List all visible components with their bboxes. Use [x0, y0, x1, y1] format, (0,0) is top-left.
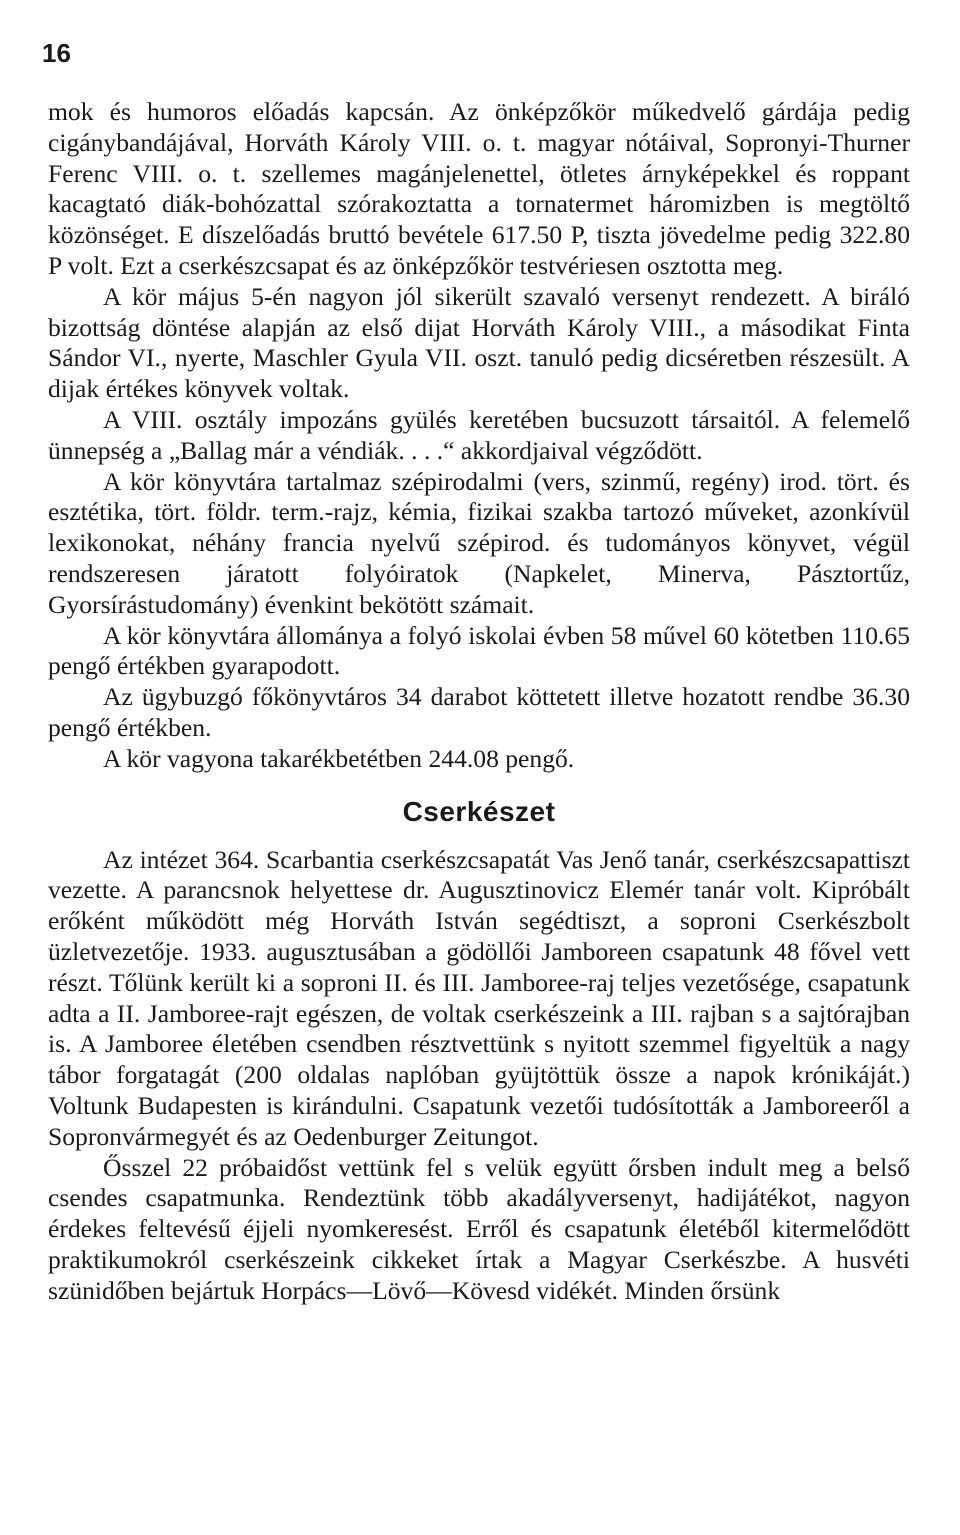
page-number: 16: [42, 38, 71, 68]
section-heading: Cserkészet: [402, 795, 556, 827]
body-text: [48, 97, 910, 1306]
paragraph: Ősszel 22 próbaidőst vettünk fel s velük együtt őrsben indult meg a belső csendes csapatmunka. Rendeztünk több akadályversenyt, hadijátékot, nagyon érdekes feltevésű éjjeli nyomkeresést. Erről és csapatunk életéből kitermelődött praktikumokról cserkészeink cikkeket írtak a Magyar Cserkészbe. A husvéti szünidőben bejártuk Horpács—Lövő—Kövesd vidékét. Minden őrsünk: [48, 1152, 910, 1305]
paragraph: A kör május 5-én nagyon jól sikerült szavaló versenyt rendezett. A biráló bizottság döntése alapján az első dijat Horváth Károly VIII., a másodikat Finta Sándor VI., nyerte, Maschler Gyula VII. oszt. tanuló pedig dicséretben részesült. A dijak értékes könyvek voltak.: [48, 281, 910, 404]
paragraph: A kör könyvtára állománya a folyó iskolai évben 58 művel 60 kötetben 110.65 pengő értékben gyarapodott.: [48, 620, 910, 681]
paragraph: Az ügybuzgó főkönyvtáros 34 darabot köttetett illetve hozatott rendbe 36.30 pengő értékben.: [48, 682, 910, 742]
paragraph: A kör vagyona takarékbetétben 244.08 pengő.: [103, 743, 575, 773]
paragraph: mok és humoros előadás kapcsán. Az önképzőkör műkedvelő gárdája pedig cigánybandájával, Horváth Károly VIII. o. t. magyar nótáival, Sopronyi-Thurner Ferenc VIII. o. t. szellemes magánjelenettel, ötletes árnyképekkel és roppant kacagtató diák-bohózattal szórakoztatta a tornatermet háromizben is megtöltő közönséget. E díszelőadás bruttó bevétele 617.50 P, tiszta jövedelme pedig 322.80 P volt. Ezt a cserkészcsapat és az önképzőkör testvériesen osztotta meg.: [48, 97, 910, 280]
paragraph: A VIII. osztály impozáns gyülés keretében bucsuzott társaitól. A felemelő ünnepség a „Ballag már a véndiák. . . .“ akkordjaival végződött.: [48, 404, 910, 465]
paragraph: Az intézet 364. Scarbantia cserkészcsapatát Vas Jenő tanár, cserkészcsapattiszt vezette. A parancsnok helyettese dr. Augusztinovicz Elemér tanár volt. Kipróbált erőként működött még Horváth István segédtiszt, a soproni Cserkészbolt üzletvezetője. 1933. augusztusában a gödöllői Jamboreen csapatunk 48 fővel vett részt. Tőlünk került ki a soproni II. és III. Jamboree-raj teljes vezetősége, csapatunk adta a II. Jamboree-rajt egészen, de voltak cserkészeink a III. rajban s a sajtórajban is. A Jamboree életében csendben résztvettünk s nyitott szemmel figyeltük a nagy tábor forgatagát (200 oldalas naplóban gyüjtöttük össze a napok krónikáját.) Voltunk Budapesten is kirándulni. Csapatunk vezetői tudósították a Jamboreeről a Sopronvármegyét és az Oedenburger Zeitungot.: [48, 844, 910, 1151]
paragraph: A kör könyvtára tartalmaz szépirodalmi (vers, szinmű, regény) irod. tört. és esztétika, tört. földr. term.-rajz, kémia, fizikai szakba tartozó műveket, azonkívül lexikonokat, néhány francia nyelvű szépirod. és tudományos könyvet, végül rendszeresen járatott folyóiratok (Napkelet, Minerva, Pásztortűz, Gyorsírástudomány) évenkint bekötött számait.: [48, 466, 910, 619]
